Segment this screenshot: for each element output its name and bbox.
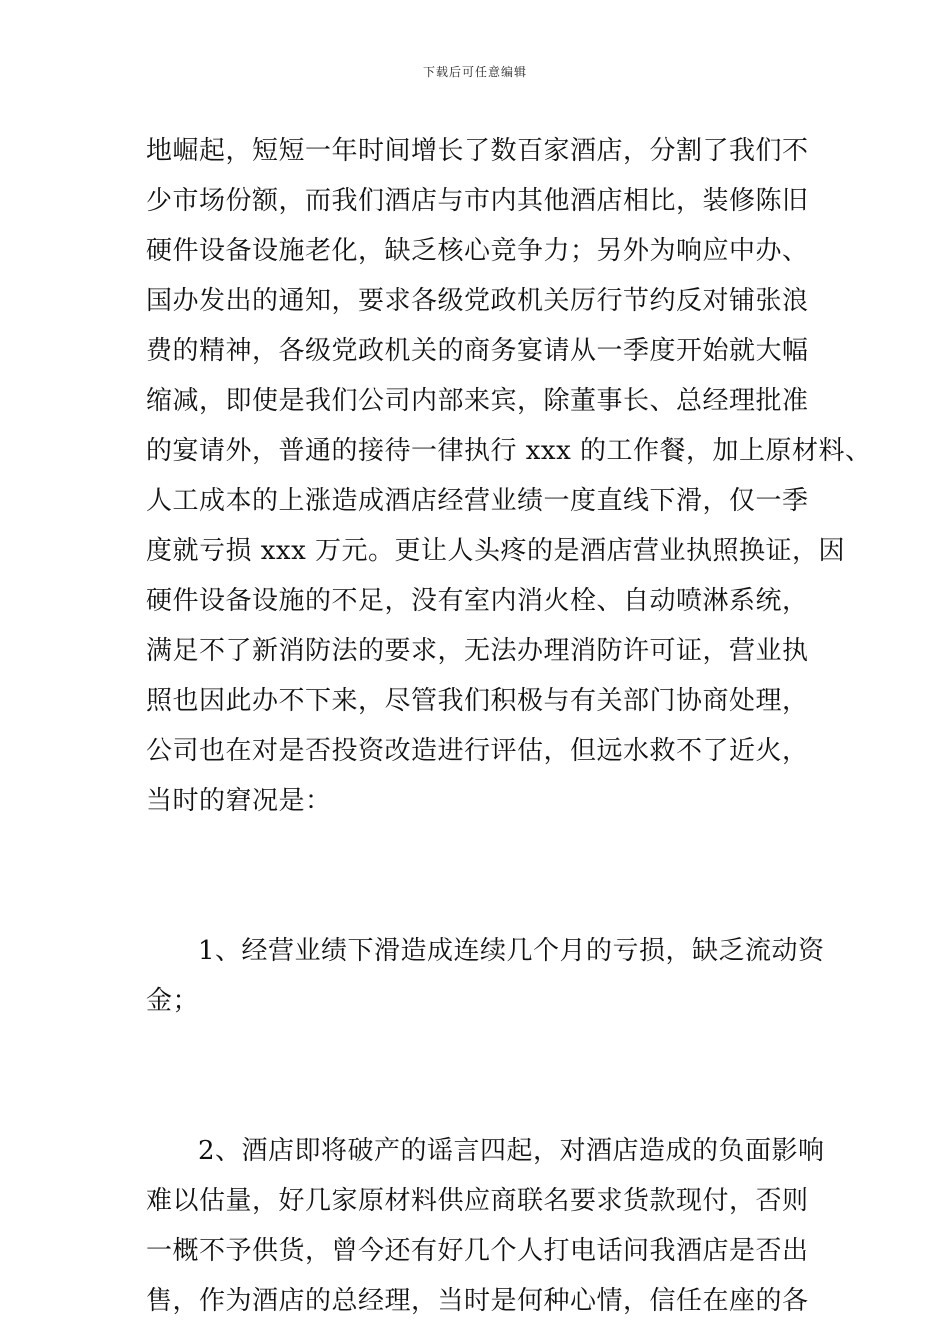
- paragraph-spacer: [146, 1026, 826, 1076]
- text-line: 售，作为酒店的总经理，当时是何种心情，信任在座的各: [146, 1286, 809, 1316]
- text-line: 少市场份额，而我们酒店与市内其他酒店相比，装修陈旧: [146, 186, 809, 216]
- text-line: 度就亏损 xxx 万元。更让人头疼的是酒店营业执照换证，因: [146, 536, 846, 566]
- text-line: 硬件设备设施老化，缺乏核心竞争力；另外为响应中办、: [146, 236, 809, 266]
- text-line: 国办发出的通知，要求各级党政机关厉行节约反对铺张浪: [146, 286, 809, 316]
- text-line: 公司也在对是否投资改造进行评估，但远水救不了近火，: [146, 736, 809, 766]
- page-header: 下载后可任意编辑: [422, 65, 527, 79]
- list-item-1: [146, 926, 826, 1026]
- text-line: 金；: [146, 986, 200, 1016]
- text-line: 难以估量，好几家原材料供应商联名要求货款现付，否则: [146, 1186, 809, 1216]
- paragraph-1: [146, 126, 872, 826]
- text-line: 费的精神，各级党政机关的商务宴请从一季度开始就大幅: [146, 336, 809, 366]
- text-line: 满足不了新消防法的要求，无法办理消防许可证，营业执: [146, 636, 809, 666]
- document-body: [146, 126, 872, 1326]
- text-line: 照也因此办不下来，尽管我们积极与有关部门协商处理，: [146, 686, 809, 716]
- paragraph-spacer: [146, 876, 826, 926]
- text-line: 的宴请外，普通的接待一律执行 xxx 的工作餐，加上原材料、: [146, 436, 872, 466]
- text-line: 地崛起，短短一年时间增长了数百家酒店，分割了我们不: [146, 136, 809, 166]
- paragraph-spacer: [146, 826, 826, 876]
- paragraph-spacer: [146, 1076, 826, 1126]
- text-line: 2、酒店即将破产的谣言四起，对酒店造成的负面影响: [198, 1136, 825, 1166]
- text-line: 缩减，即使是我们公司内部来宾，除董事长、总经理批准: [146, 386, 809, 416]
- text-line: 人工成本的上涨造成酒店经营业绩一度直线下滑，仅一季: [146, 486, 809, 516]
- text-line: 硬件设备设施的不足，没有室内消火栓、自动喷淋系统，: [146, 586, 809, 616]
- list-item-2: [146, 1126, 826, 1326]
- text-line: 1、经营业绩下滑造成连续几个月的亏损，缺乏流动资: [198, 936, 825, 966]
- text-line: 当时的窘况是：: [146, 786, 332, 816]
- text-line: 一概不予供货，曾今还有好几个人打电话问我酒店是否出: [146, 1236, 809, 1266]
